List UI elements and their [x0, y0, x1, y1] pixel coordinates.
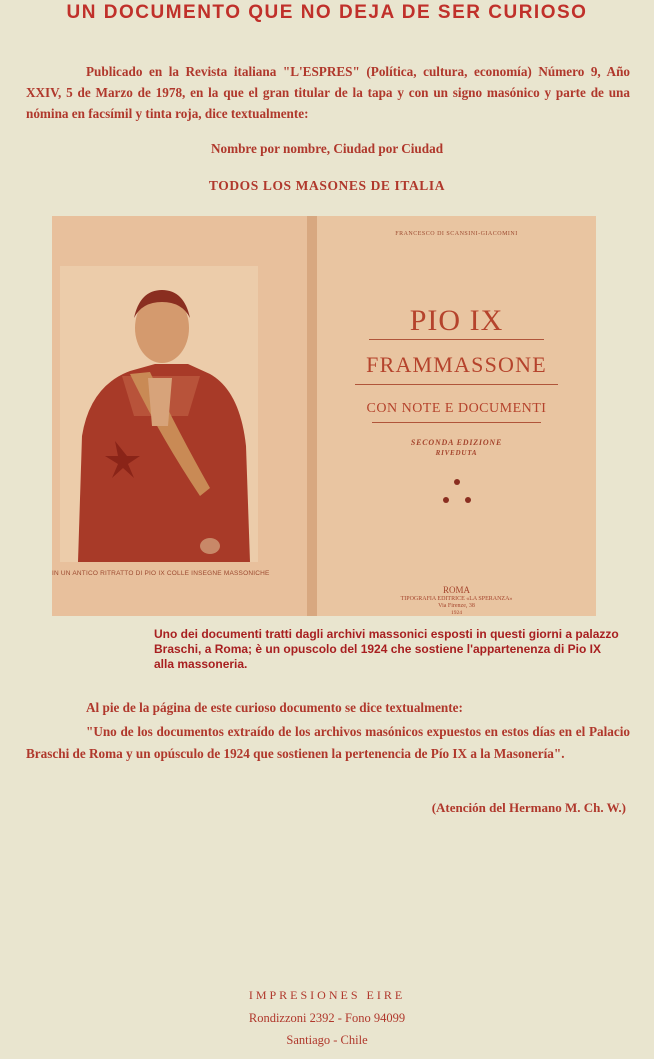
title-rule-top [369, 339, 544, 340]
book-title-2: FRAMMASSONE [366, 352, 547, 377]
book-edition: SECONDA EDIZIONE [410, 438, 503, 447]
quote-paragraph [26, 721, 630, 765]
book-title-3: CON NOTE E DOCUMENTI [366, 401, 547, 416]
subtitle-line: Nombre por nombre, Ciudad por Ciudad [210, 141, 444, 156]
book-author: FRANCESCO DI SCANSINI-GIACOMINI [395, 231, 518, 237]
title-rule-mid [355, 384, 558, 385]
page-title: UN DOCUMENTO QUE NO DEJA DE SER CURIOSO [66, 2, 588, 23]
intro-text: Publicado en la Revista italiana "L'ESPRES" (Política, cultura, economía) Número 9, Año XXIV, 5 de Marzo de 1978, en la que el gran titular de la tapa y con un signo masónico y parte de una nómina en facsímil y tinta roja, dice textualmente: [26, 64, 630, 121]
footer-printer: IMPRESIONES EIRE [248, 988, 406, 1002]
book-city: ROMA [442, 585, 470, 595]
italian-caption: Uno dei documenti tratti dagli archivi massonici esposti in questi giorni a palazzo Braschi, a Roma; è un opuscolo del 1924 che sostiene l'appartenenza di Pio IX alla massoneria. [154, 627, 619, 671]
masonic-dots-icon [432, 476, 482, 506]
credit-line: (Atención del Hermano M. Ch. W.) [431, 800, 626, 815]
footer-address: Rondizzoni 2392 - Fono 94099 [248, 1011, 406, 1025]
portrait-caption: IN UN ANTICO RITRATTO DI PIO IX COLLE INSEGNE MASSONICHE [52, 570, 270, 577]
book-year: 1924 [451, 610, 462, 616]
quote-text: "Uno de los documentos extraído de los archivos masónicos expuestos en estos días en el Palacio Braschi de Roma y un opúsculo de 1924 que sostienen la pertenencia de Pío IX a la Masonería". [26, 724, 630, 761]
intro-paragraph [26, 61, 630, 124]
book-right-page [317, 216, 596, 616]
headline-line: TODOS LOS MASONES DE ITALIA [208, 178, 446, 193]
book-publisher: TIPOGRAFIA EDITRICE «LA SPERANZA» [400, 596, 513, 602]
footer-city: Santiago - Chile [286, 1033, 368, 1047]
book-title-1: PIO IX [409, 304, 504, 337]
book-photo [52, 216, 596, 616]
book-edition-revised: RIVEDUTA [435, 449, 478, 457]
portrait-frame [60, 266, 258, 562]
book-left-page [52, 216, 307, 616]
footnote-intro: Al pie de la página de este curioso documento se dice textualmente: [86, 700, 463, 715]
pope-portrait-icon [60, 266, 258, 562]
book-address: Via Firenze, 38 [438, 603, 475, 609]
title-rule-bottom [372, 422, 541, 423]
